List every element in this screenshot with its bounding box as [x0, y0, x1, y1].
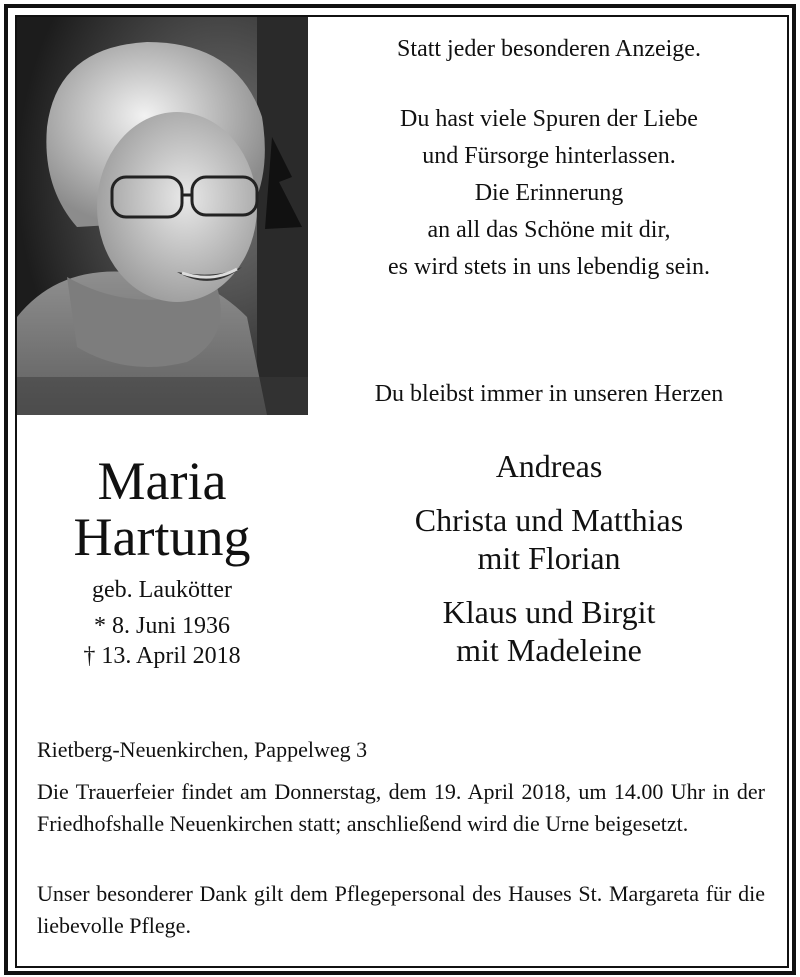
- funeral-paragraph: Die Trauerfeier findet am Donnerstag, dem 19. April 2018, um 14.00 Uhr in der Friedhofshalle Neuenkirchen statt; anschließend wird die Urne beigesetzt.: [37, 779, 765, 836]
- poem-line: und Fürsorge hinterlassen.: [422, 143, 676, 169]
- poem-line: Die Erinnerung: [474, 180, 624, 206]
- family-group: [317, 593, 781, 669]
- heart-line: Du bleibst immer in unseren Herzen: [374, 381, 724, 407]
- outer-border: [4, 4, 796, 975]
- first-name: Maria: [97, 451, 227, 511]
- family-group: [317, 501, 781, 577]
- family-member: mit Florian: [477, 540, 621, 576]
- family-member: mit Madeleine: [456, 632, 642, 668]
- family-member: Klaus und Birgit: [442, 594, 656, 630]
- poem: [317, 101, 781, 286]
- death-date: † 13. April 2018: [83, 643, 241, 669]
- thanks-paragraph: Unser besonderer Dank gilt dem Pflegepersonal des Hauses St. Margareta für die liebevolle Pflege.: [37, 881, 765, 938]
- family-block: [317, 447, 781, 685]
- poem-line: Du hast viele Spuren der Liebe: [400, 106, 698, 132]
- notice-panel: [15, 15, 789, 968]
- portrait-image: [17, 17, 308, 415]
- poem-block: [317, 31, 781, 286]
- poem-line: es wird stets in uns lebendig sein.: [388, 254, 710, 280]
- family-member: Christa und Matthias: [414, 502, 684, 538]
- family-member: Andreas: [495, 448, 603, 484]
- maiden-name: geb. Laukötter: [92, 577, 232, 603]
- intro-line: Statt jeder besonderen Anzeige.: [397, 36, 701, 62]
- address: Rietberg-Neuenkirchen, Pappelweg 3: [37, 737, 368, 762]
- portrait-photo: [17, 17, 308, 415]
- deceased-info: [27, 453, 297, 671]
- birth-date: * 8. Juni 1936: [93, 613, 230, 639]
- poem-line: an all das Schöne mit dir,: [427, 217, 671, 243]
- last-name: Hartung: [73, 507, 251, 567]
